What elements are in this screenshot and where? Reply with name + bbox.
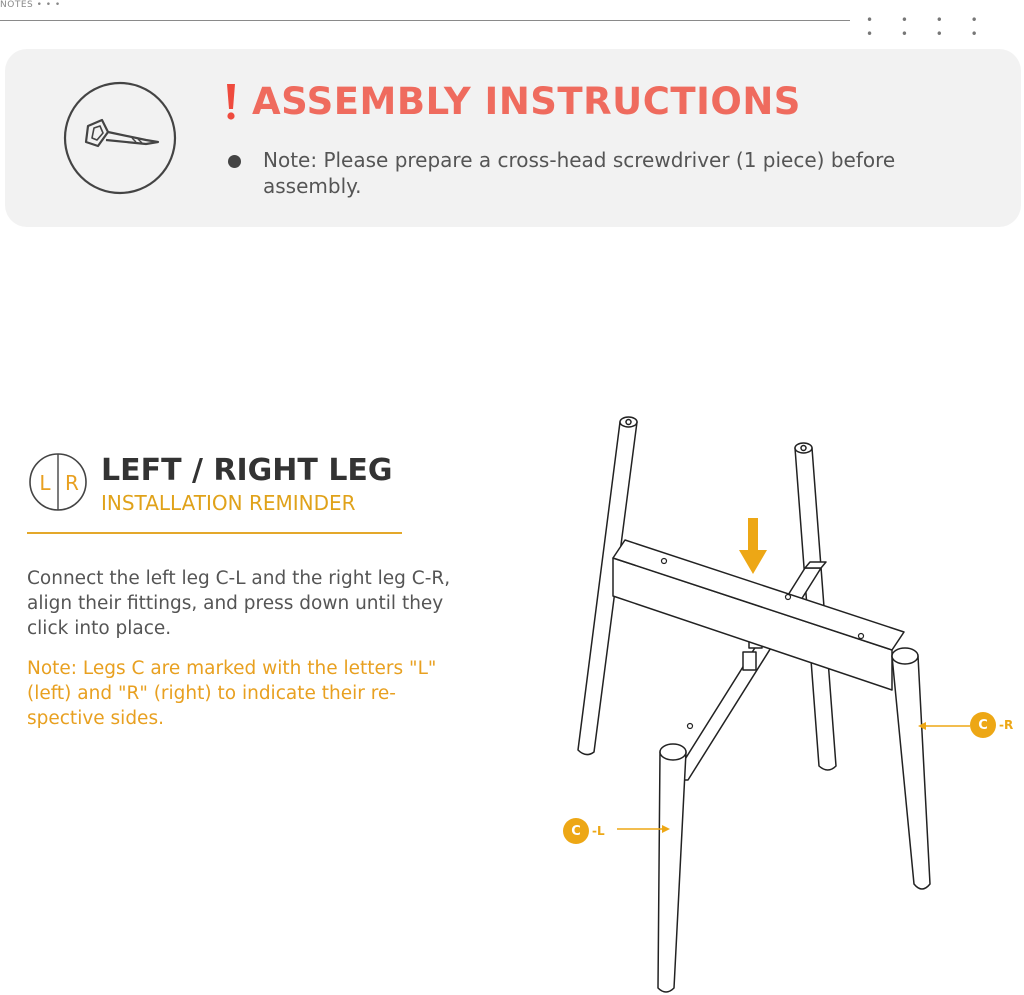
bullet-dot: [228, 155, 241, 168]
callout-c-r: [970, 711, 1013, 739]
decorative-dots: • • • • • • • •: [866, 13, 990, 41]
screwdriver-note: Note: Please prepare a cross-head screwdriver (1 piece) before assembly.: [263, 148, 896, 198]
section-divider: [27, 532, 402, 534]
leg-section-title: LEFT / RIGHT LEG: [101, 453, 393, 488]
callout-c-l-letter: C: [563, 818, 589, 844]
callout-c-l-suffix: -L: [592, 824, 605, 838]
leg-front-left: [658, 752, 686, 992]
leg-assembly-diagram: [540, 400, 1024, 995]
callout-c-r-suffix: -R: [999, 718, 1014, 732]
badge-left-letter: L: [39, 471, 51, 495]
callout-c-r-letter: C: [970, 712, 996, 738]
callout-c-l: [563, 817, 605, 845]
screwdriver-icon: [62, 80, 178, 196]
leg-marking-note: Note: Legs C are marked with the letters "L" (left) and "R" (right) to indicate their re-spective sides.: [27, 658, 437, 729]
leg-front-right: [892, 656, 930, 889]
top-bar: [0, 0, 1024, 41]
press-down-arrow: [739, 518, 767, 574]
top-divider: [0, 20, 850, 21]
assembly-title: ASSEMBLY INSTRUCTIONS: [252, 80, 801, 123]
left-right-badge: [28, 452, 88, 512]
notes-label: NOTES • • •: [0, 0, 61, 10]
exclamation-icon: [224, 82, 238, 122]
leg-instructions: Connect the left leg C-L and the right leg C-R, align their fittings, and press down until they click into place.: [27, 568, 451, 639]
leg-section-subtitle: INSTALLATION REMINDER: [101, 491, 356, 515]
badge-right-letter: R: [65, 471, 79, 495]
